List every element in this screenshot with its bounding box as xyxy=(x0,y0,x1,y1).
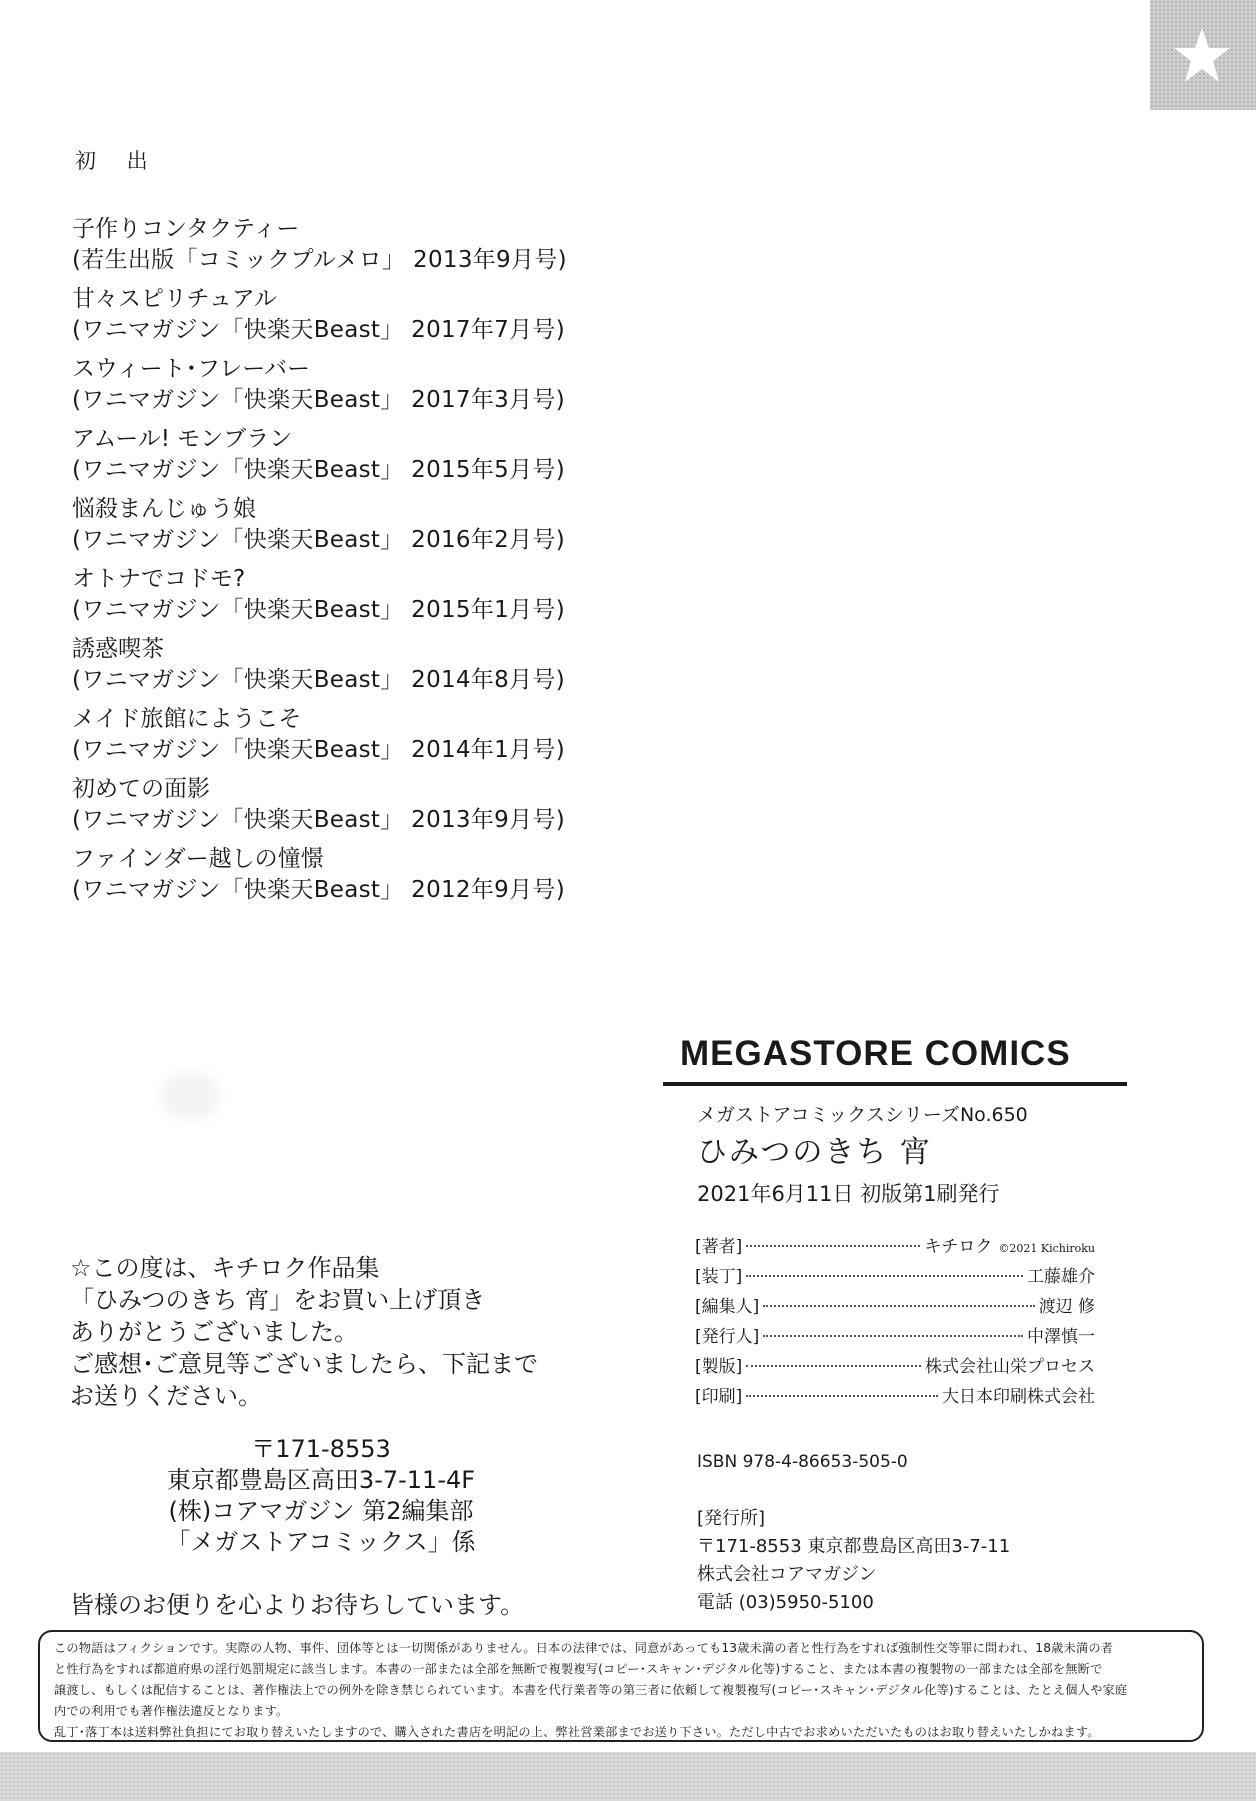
publication-date: 2021年6月11日 初版第1刷発行 xyxy=(697,1182,1000,1206)
story-source: (ワニマガジン「快楽天Beast」 2014年1月号) xyxy=(72,737,565,763)
story-source: (ワニマガジン「快楽天Beast」 2014年8月号) xyxy=(72,667,565,693)
copyright-note: ©2021 Kichiroku xyxy=(998,1242,1095,1255)
legal-disclaimer xyxy=(38,1630,1204,1742)
staff-role: [製版] xyxy=(695,1357,743,1377)
story-title: スウィート･フレーバー xyxy=(72,356,311,382)
story-title: メイド旅館にようこそ xyxy=(72,706,302,732)
disclaimer-line: この物語はフィクションです。実際の人物、事件、団体等とは一切関係がありません。日本の法律では、同意があっても13歳未満の者と性行為をすれば強制性交等罪に問われ、18歳未満の者 xyxy=(54,1641,1114,1655)
thanks-line: お送りください。 xyxy=(70,1382,262,1410)
dot-leader xyxy=(746,1275,1023,1277)
dot-leader xyxy=(746,1365,921,1367)
story-source: (ワニマガジン「快楽天Beast」 2017年3月号) xyxy=(72,387,565,413)
address-line: (株)コアマガジン 第2編集部 xyxy=(168,1497,474,1525)
dot-leader xyxy=(746,1395,938,1397)
thanks-line: 「ひみつのきち 宵」をお買い上げ頂き xyxy=(70,1286,486,1314)
first-appearance-list xyxy=(72,214,632,914)
story-title: オトナでコドモ? xyxy=(72,566,246,592)
staff-row-prepress xyxy=(695,1352,1095,1382)
closing-message: 皆様のお便りを心よりお待ちしています。 xyxy=(70,1591,525,1619)
dot-leader xyxy=(746,1245,920,1247)
star-icon xyxy=(1172,26,1232,84)
staff-name: 中澤慎一 xyxy=(1027,1327,1095,1347)
staff-row-editor xyxy=(695,1292,1095,1322)
disclaimer-line: 乱丁･落丁本は送料弊社負担にてお取り替えいたしますので、購入された書店を明記の上、弊社営業部までお送り下さい。ただし中古でお求めいただいたものはお取り替えいたしかねます。 xyxy=(54,1725,1100,1739)
dot-leader xyxy=(763,1335,1023,1337)
address-line: 東京都豊島区高田3-7-11-4F xyxy=(166,1466,476,1494)
disclaimer-line: と性行為をすれば都道府県の淫行処罰規定に該当します。本書の一部または全部を無断で複製複写(コピー･スキャン･デジタル化等)すること、または本書の複製物の一部または全部を無断で xyxy=(54,1662,1103,1676)
staff-role: [発行人] xyxy=(695,1327,760,1347)
credit-item xyxy=(72,774,632,844)
dot-leader xyxy=(763,1305,1034,1307)
corner-tab xyxy=(1150,0,1256,110)
book-title: ひみつのきち 宵 xyxy=(697,1135,932,1170)
thanks-line: ご感想･ご意見等ございましたら、下記まで xyxy=(70,1350,538,1378)
staff-role: [編集人] xyxy=(695,1297,760,1317)
staff-name: 株式会社山栄プロセス xyxy=(925,1357,1095,1377)
credit-item xyxy=(72,634,632,704)
staff-name: 大日本印刷株式会社 xyxy=(942,1387,1095,1407)
staff-name: 渡辺 修 xyxy=(1038,1297,1095,1317)
credit-item xyxy=(72,214,632,284)
scan-smudge xyxy=(160,1072,220,1120)
staff-row-author xyxy=(695,1232,1095,1262)
brand-divider xyxy=(663,1082,1127,1086)
story-source: (ワニマガジン「快楽天Beast」 2013年9月号) xyxy=(72,807,565,833)
address-line: 「メガストアコミックス」係 xyxy=(166,1528,476,1556)
credit-item xyxy=(72,284,632,354)
story-source: (若生出版「コミックプルメロ」 2013年9月号) xyxy=(72,247,567,273)
credit-item xyxy=(72,564,632,634)
publisher-label: [発行所] xyxy=(697,1508,766,1529)
credit-item xyxy=(72,494,632,564)
story-title: 初めての面影 xyxy=(72,776,210,802)
series-number: メガストアコミックスシリーズNo.650 xyxy=(697,1104,1028,1126)
fan-mail-address xyxy=(136,1434,506,1558)
story-title: 誘惑喫茶 xyxy=(72,636,164,662)
publisher-company: 株式会社コアマガジン xyxy=(697,1564,877,1585)
staff-list xyxy=(695,1232,1095,1412)
story-title: 悩殺まんじゅう娘 xyxy=(72,496,256,522)
story-source: (ワニマガジン「快楽天Beast」 2015年5月号) xyxy=(72,457,565,483)
credit-item xyxy=(72,424,632,494)
thanks-line: ありがとうございました。 xyxy=(70,1318,358,1346)
staff-name: 工藤雄介 xyxy=(1027,1267,1095,1287)
staff-row-design xyxy=(695,1262,1095,1292)
staff-role: [著者] xyxy=(695,1237,743,1257)
story-source: (ワニマガジン「快楽天Beast」 2012年9月号) xyxy=(72,877,565,903)
staff-name: キチロク xyxy=(924,1237,993,1257)
staff-role: [印刷] xyxy=(695,1387,743,1407)
thanks-line: ☆この度は、キチロク作品集 xyxy=(70,1254,380,1282)
staff-role: [装丁] xyxy=(695,1267,743,1287)
story-title: アムール! モンブラン xyxy=(72,426,293,452)
first-appearance-heading: 初 出 xyxy=(75,149,160,173)
publisher-address: 〒171-8553 東京都豊島区高田3-7-11 xyxy=(697,1536,1011,1557)
story-source: (ワニマガジン「快楽天Beast」 2015年1月号) xyxy=(72,597,565,623)
story-title: 子作りコンタクティー xyxy=(72,216,300,242)
story-source: (ワニマガジン「快楽天Beast」 2017年7月号) xyxy=(72,317,565,343)
brand-logo: MEGASTORE COMICS xyxy=(680,1034,1071,1073)
credit-item xyxy=(72,354,632,424)
disclaimer-line: 譲渡し、もしくは配信することは、著作権法上での例外を除き禁じられています。本書を代行業者等の第三者に依頼して複製複写(コピー･スキャン･デジタル化等)することは、たとえ個人や家庭 xyxy=(54,1683,1128,1697)
staff-row-publisher xyxy=(695,1322,1095,1352)
credit-item xyxy=(72,704,632,774)
story-title: 甘々スピリチュアル xyxy=(72,286,277,312)
publisher-block xyxy=(697,1505,1010,1617)
story-title: ファインダー越しの憧憬 xyxy=(72,846,324,872)
publisher-phone: 電話 (03)5950-5100 xyxy=(697,1592,874,1613)
staff-row-printer xyxy=(695,1382,1095,1412)
thanks-message xyxy=(70,1252,630,1412)
disclaimer-line: 内での利用でも著作権法違反となります。 xyxy=(54,1704,289,1718)
bottom-strip xyxy=(0,1752,1256,1801)
isbn: ISBN 978-4-86653-505-0 xyxy=(697,1452,908,1472)
credit-item xyxy=(72,844,632,914)
story-source: (ワニマガジン「快楽天Beast」 2016年2月号) xyxy=(72,527,565,553)
address-line: 〒171-8553 xyxy=(251,1435,391,1463)
